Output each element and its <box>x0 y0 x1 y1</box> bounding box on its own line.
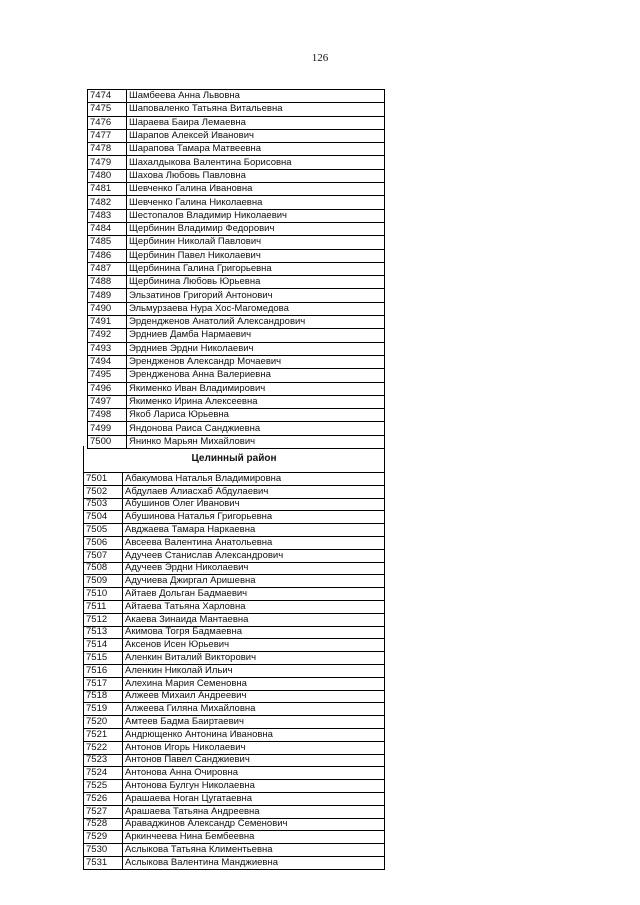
table-row <box>84 767 385 780</box>
entry-number: 7529 <box>84 831 123 844</box>
entry-name: Янинко Марьян Михайлович <box>127 435 385 448</box>
entry-name: Адучеев Эрдни Николаевич <box>123 562 385 575</box>
entry-name: Якименко Иван Владимирович <box>127 382 385 395</box>
table-row <box>88 103 385 116</box>
entry-number: 7502 <box>84 485 123 498</box>
entry-name: Щербинина Любовь Юрьевна <box>127 276 385 289</box>
table-row <box>88 289 385 302</box>
entry-number: 7514 <box>84 639 123 652</box>
entry-name: Айтаев Дольган Бадмаевич <box>123 588 385 601</box>
entry-number: 7477 <box>88 129 127 142</box>
entry-name: Шарапова Тамара Матвеевна <box>127 143 385 156</box>
entry-name: Аксенов Исен Юрьевич <box>123 639 385 652</box>
entry-number: 7515 <box>84 652 123 665</box>
entry-number: 7530 <box>84 844 123 857</box>
entry-name: Шахова Любовь Павловна <box>127 169 385 182</box>
table-row <box>84 780 385 793</box>
table-row <box>84 562 385 575</box>
table-row <box>84 754 385 767</box>
table-row <box>88 395 385 408</box>
entry-number: 7511 <box>84 600 123 613</box>
entry-number: 7510 <box>84 588 123 601</box>
entry-number: 7513 <box>84 626 123 639</box>
entry-number: 7517 <box>84 677 123 690</box>
entry-name: Абдулаев Алиасхаб Абдулаевич <box>123 485 385 498</box>
entry-number: 7512 <box>84 613 123 626</box>
entry-name: Антонова Булгун Николаевна <box>123 780 385 793</box>
entry-name: Алжеев Михаил Андреевич <box>123 690 385 703</box>
entry-name: Амтеев Бадма Баиртаевич <box>123 716 385 729</box>
entry-number: 7493 <box>88 342 127 355</box>
entry-number: 7482 <box>88 196 127 209</box>
entry-number: 7491 <box>88 316 127 329</box>
registry-rows <box>88 90 385 449</box>
table-row <box>88 196 385 209</box>
table-row <box>88 302 385 315</box>
entry-name: Абакумова Наталья Владимировна <box>123 473 385 486</box>
entry-name: Антонова Анна Очировна <box>123 767 385 780</box>
table-row <box>88 169 385 182</box>
table-row <box>84 549 385 562</box>
entry-name: Арашаева Ноган Цугатаевна <box>123 792 385 805</box>
entry-name: Антонов Игорь Николаевич <box>123 741 385 754</box>
table-row <box>88 222 385 235</box>
entry-number: 7497 <box>88 395 127 408</box>
entry-number: 7526 <box>84 792 123 805</box>
table-row <box>88 262 385 275</box>
entry-number: 7531 <box>84 856 123 869</box>
entry-number: 7475 <box>88 103 127 116</box>
entry-name: Аленкин Виталий Викторович <box>123 652 385 665</box>
table-row <box>88 355 385 368</box>
table-row <box>88 329 385 342</box>
entry-name: Акаева Зинаида Мантаевна <box>123 613 385 626</box>
table-row <box>88 249 385 262</box>
entry-name: Авсеева Валентина Анатольевна <box>123 536 385 549</box>
table-row <box>84 652 385 665</box>
entry-number: 7521 <box>84 728 123 741</box>
entry-name: Андрющенко Антонина Ивановна <box>123 728 385 741</box>
entry-name: Щербинин Николай Павлович <box>127 236 385 249</box>
table-row <box>84 639 385 652</box>
entry-number: 7476 <box>88 116 127 129</box>
table-row <box>84 626 385 639</box>
table-row <box>84 677 385 690</box>
entry-number: 7474 <box>88 90 127 103</box>
entry-name: Эрдниев Эрдни Николаевич <box>127 342 385 355</box>
entry-number: 7492 <box>88 329 127 342</box>
entry-number: 7518 <box>84 690 123 703</box>
entry-number: 7499 <box>88 422 127 435</box>
entry-number: 7489 <box>88 289 127 302</box>
entry-name: Якоб Лариса Юрьевна <box>127 409 385 422</box>
entry-name: Айтаева Татьяна Харловна <box>123 600 385 613</box>
entry-name: Эрдниев Дамба Нармаевич <box>127 329 385 342</box>
entry-number: 7478 <box>88 143 127 156</box>
entry-name: Щербинина Галина Григорьевна <box>127 262 385 275</box>
table-row <box>84 856 385 869</box>
table-row <box>84 728 385 741</box>
registry-table-2 <box>83 472 385 870</box>
entry-name: Аленкин Николай Ильич <box>123 664 385 677</box>
entry-name: Шестопалов Владимир Николаевич <box>127 209 385 222</box>
table-row <box>88 156 385 169</box>
entry-name: Аслыкова Татьяна Климентьевна <box>123 844 385 857</box>
entry-number: 7494 <box>88 355 127 368</box>
entry-name: Антонов Павел Санджиевич <box>123 754 385 767</box>
entry-name: Аслыкова Валентина Манджиевна <box>123 856 385 869</box>
table-row <box>88 409 385 422</box>
entry-number: 7485 <box>88 236 127 249</box>
table-row <box>84 511 385 524</box>
entry-name: Яндонова Раиса Санджиевна <box>127 422 385 435</box>
entry-number: 7524 <box>84 767 123 780</box>
entry-number: 7503 <box>84 498 123 511</box>
entry-name: Абушинова Наталья Григорьевна <box>123 511 385 524</box>
entry-number: 7501 <box>84 473 123 486</box>
table-row <box>88 342 385 355</box>
table-row <box>84 536 385 549</box>
entry-name: Шараева Баира Лемаевна <box>127 116 385 129</box>
page-number: 126 <box>311 52 329 64</box>
entry-name: Эльмурзаева Нура Хос-Магомедова <box>127 302 385 315</box>
table-row <box>84 498 385 511</box>
table-row <box>84 716 385 729</box>
entry-number: 7496 <box>88 382 127 395</box>
entry-name: Араваджинов Александр Семенович <box>123 818 385 831</box>
entry-number: 7525 <box>84 780 123 793</box>
entry-number: 7527 <box>84 805 123 818</box>
entry-name: Шевченко Галина Ивановна <box>127 183 385 196</box>
table-row <box>88 209 385 222</box>
entry-name: Эрендженова Анна Валериевна <box>127 369 385 382</box>
table-row <box>84 613 385 626</box>
entry-name: Щербинин Владимир Федорович <box>127 222 385 235</box>
table-row <box>88 116 385 129</box>
entry-name: Адучиева Джиргал Аришевна <box>123 575 385 588</box>
entry-number: 7528 <box>84 818 123 831</box>
entry-name: Акимова Тогря Бадмаевна <box>123 626 385 639</box>
entry-number: 7504 <box>84 511 123 524</box>
entry-number: 7484 <box>88 222 127 235</box>
entry-number: 7522 <box>84 741 123 754</box>
entry-name: Якименко Ирина Алексеевна <box>127 395 385 408</box>
table-row <box>84 805 385 818</box>
entry-number: 7480 <box>88 169 127 182</box>
district-title: Целинный район <box>191 453 277 464</box>
table-row <box>88 143 385 156</box>
entry-number: 7487 <box>88 262 127 275</box>
table-row <box>84 690 385 703</box>
table-row <box>88 422 385 435</box>
registry-table-1 <box>87 89 385 449</box>
entry-number: 7506 <box>84 536 123 549</box>
entry-number: 7520 <box>84 716 123 729</box>
entry-name: Абушинов Олег Иванович <box>123 498 385 511</box>
entry-name: Авджаева Тамара Наркаевна <box>123 524 385 537</box>
entry-name: Алехина Мария Семеновна <box>123 677 385 690</box>
table-row <box>88 90 385 103</box>
entry-number: 7519 <box>84 703 123 716</box>
entry-number: 7516 <box>84 664 123 677</box>
table-row <box>84 831 385 844</box>
entry-number: 7498 <box>88 409 127 422</box>
entry-number: 7479 <box>88 156 127 169</box>
table-row <box>88 369 385 382</box>
table-row <box>88 276 385 289</box>
table-row <box>84 664 385 677</box>
entry-name: Шамбеева Анна Львовна <box>127 90 385 103</box>
entry-number: 7488 <box>88 276 127 289</box>
entry-name: Шевченко Галина Николаевна <box>127 196 385 209</box>
table-row <box>84 792 385 805</box>
entry-number: 7509 <box>84 575 123 588</box>
entry-number: 7495 <box>88 369 127 382</box>
entry-number: 7523 <box>84 754 123 767</box>
table-row <box>88 129 385 142</box>
table-row <box>84 600 385 613</box>
entry-name: Щербинин Павел Николаевич <box>127 249 385 262</box>
entry-number: 7508 <box>84 562 123 575</box>
entry-number: 7483 <box>88 209 127 222</box>
table-row <box>88 183 385 196</box>
entry-number: 7481 <box>88 183 127 196</box>
entry-number: 7490 <box>88 302 127 315</box>
entry-number: 7505 <box>84 524 123 537</box>
table-row <box>84 703 385 716</box>
entry-name: Шахалдыкова Валентина Борисовна <box>127 156 385 169</box>
table-row <box>88 236 385 249</box>
table-row <box>84 524 385 537</box>
entry-name: Аркинчеева Нина Бембеевна <box>123 831 385 844</box>
entry-number: 7507 <box>84 549 123 562</box>
entry-name: Шаповаленко Татьяна Витальевна <box>127 103 385 116</box>
entry-name: Алжеева Гиляна Михайловна <box>123 703 385 716</box>
table-row <box>84 485 385 498</box>
entry-name: Адучеев Станислав Александрович <box>123 549 385 562</box>
entry-name: Арашаева Татьяна Андреевна <box>123 805 385 818</box>
table-row <box>84 818 385 831</box>
table-row <box>84 844 385 857</box>
table-row <box>88 316 385 329</box>
district-header <box>83 446 385 472</box>
table-row <box>88 382 385 395</box>
table-row <box>84 473 385 486</box>
registry-rows <box>84 473 385 870</box>
entry-name: Шарапов Алексей Иванович <box>127 129 385 142</box>
entry-name: Эрдендженов Анатолий Александрович <box>127 316 385 329</box>
table-row <box>84 575 385 588</box>
entry-name: Эльзатинов Григорий Антонович <box>127 289 385 302</box>
table-row <box>84 741 385 754</box>
entry-name: Эрендженов Александр Мочаевич <box>127 355 385 368</box>
entry-number: 7486 <box>88 249 127 262</box>
table-row <box>84 588 385 601</box>
entry-number: 7500 <box>88 435 127 448</box>
